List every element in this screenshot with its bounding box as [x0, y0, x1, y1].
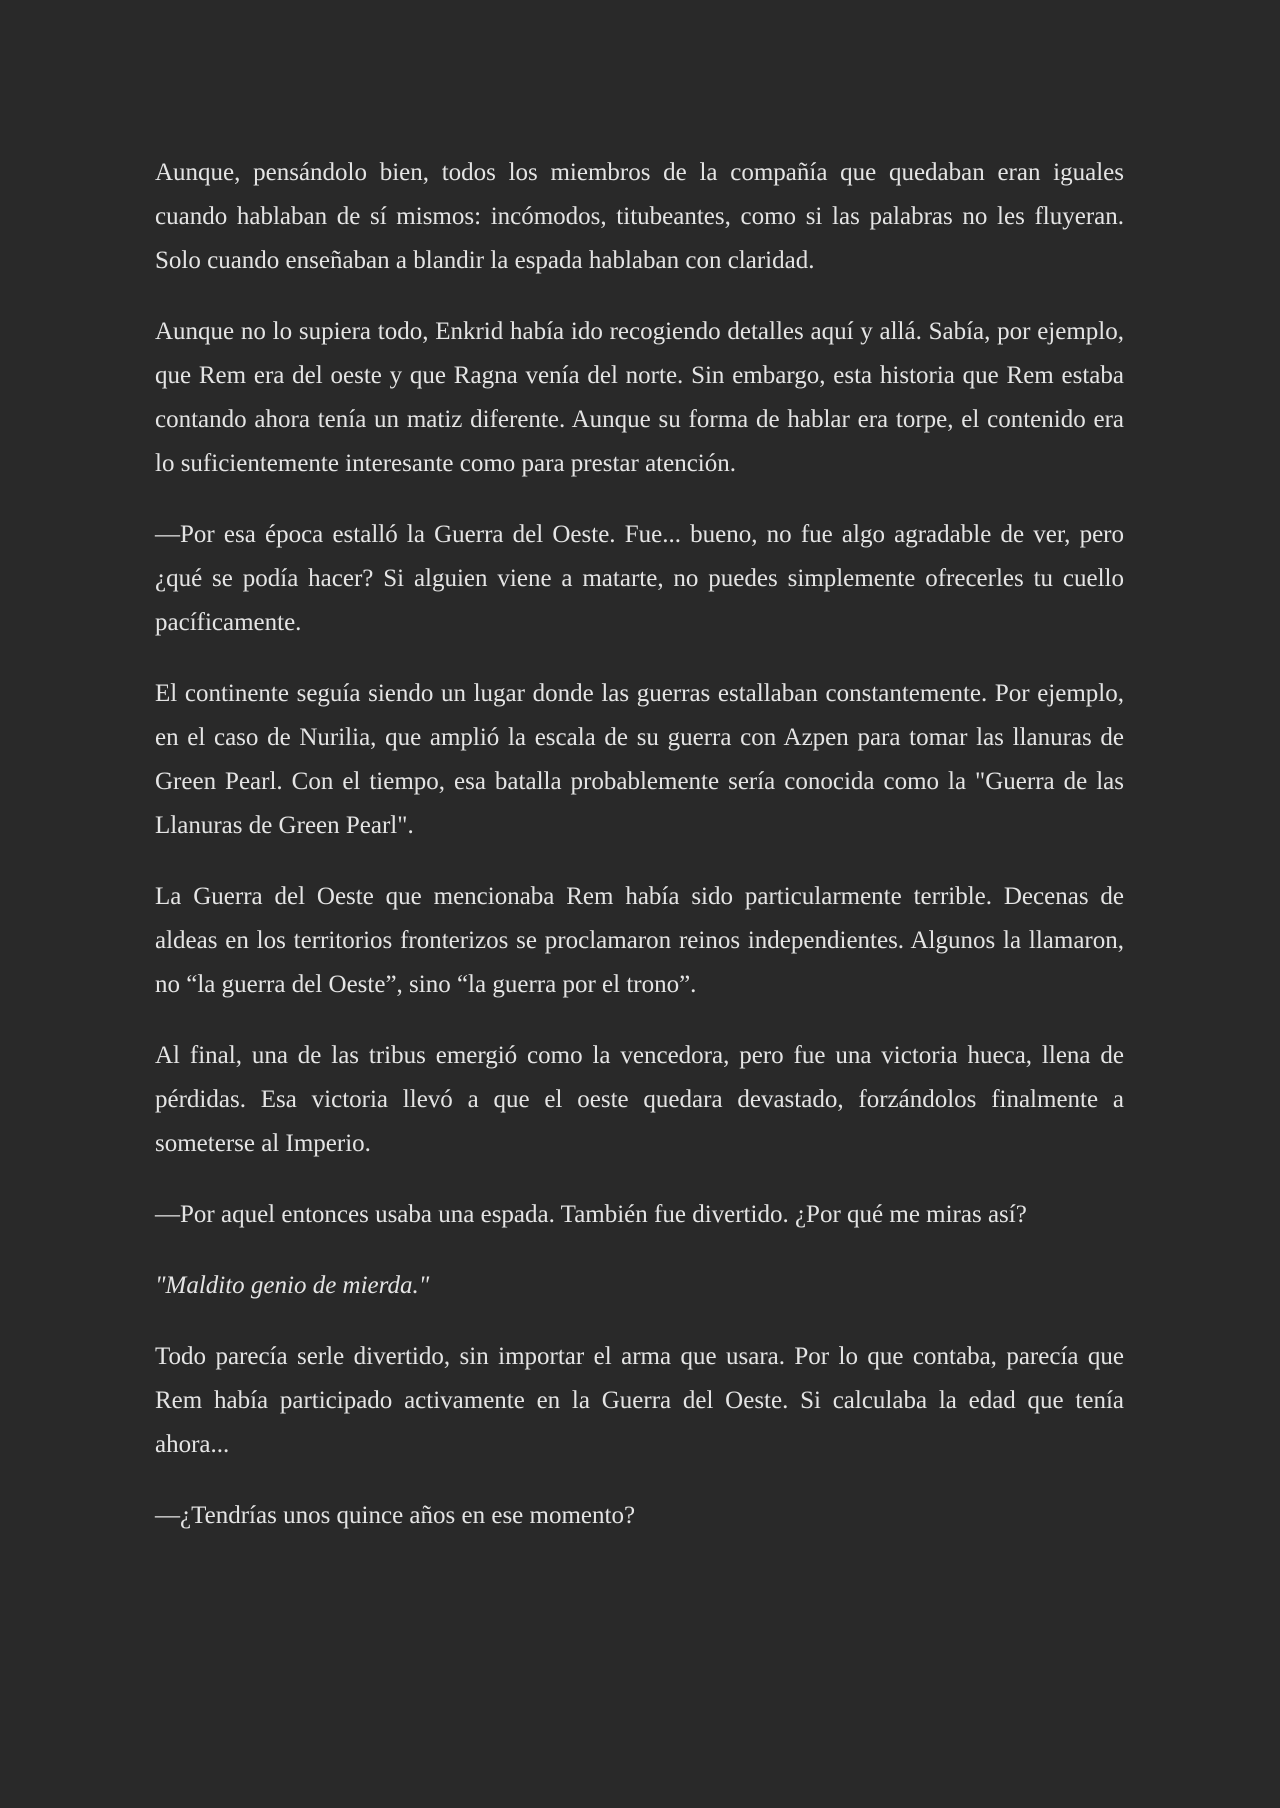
paragraph: El continente seguía siendo un lugar donde las guerras estallaban constantemente. Por ejemplo, en el caso de Nurilia, que amplió la escala de su guerra con Azpen para tomar las llanuras de Green Pearl. Con el tiempo, esa batalla probablemente sería conocida como la "Guerra de las Llanuras de Green Pearl".: [155, 680, 1124, 839]
paragraph: Aunque no lo supiera todo, Enkrid había ido recogiendo detalles aquí y allá. Sabía, por ejemplo, que Rem era del oeste y que Ragna venía del norte. Sin embargo, esta historia que Rem estaba contando ahora tenía un matiz diferente. Aunque su forma de hablar era torpe, el contenido era lo suficientemente interesante como para prestar atención.: [155, 318, 1124, 477]
paragraph: Al final, una de las tribus emergió como la vencedora, pero fue una victoria hueca, llena de pérdidas. Esa victoria llevó a que el oeste quedara devastado, forzándolos finalmente a someterse al Imperio.: [155, 1042, 1124, 1157]
dialogue-paragraph: —¿Tendrías unos quince años en ese momento?: [155, 1502, 636, 1529]
chapter-text: [155, 151, 1124, 1565]
dialogue-paragraph: —Por esa época estalló la Guerra del Oeste. Fue... bueno, no fue algo agradable de ver, pero ¿qué se podía hacer? Si alguien viene a matarte, no puedes simplemente ofrecerles tu cuello pacíficamente.: [155, 521, 1124, 636]
dialogue-paragraph: —Por aquel entonces usaba una espada. También fue divertido. ¿Por qué me miras así?: [155, 1201, 1027, 1228]
paragraph: La Guerra del Oeste que mencionaba Rem había sido particularmente terrible. Decenas de aldeas en los territorios fronterizos se proclamaron reinos independientes. Algunos la llamaron, no “la guerra del Oeste”, sino “la guerra por el trono”.: [155, 883, 1124, 998]
paragraph: Aunque, pensándolo bien, todos los miembros de la compañía que quedaban eran iguales cuando hablaban de sí mismos: incómodos, titubeantes, como si las palabras no les fluyeran. Solo cuando enseñaban a blandir la espada hablaban con claridad.: [155, 159, 1124, 274]
paragraph: Todo parecía serle divertido, sin importar el arma que usara. Por lo que contaba, parecía que Rem había participado activamente en la Guerra del Oeste. Si calculaba la edad que tenía ahora...: [155, 1343, 1124, 1458]
thought-paragraph: "Maldito genio de mierda.": [155, 1272, 430, 1299]
